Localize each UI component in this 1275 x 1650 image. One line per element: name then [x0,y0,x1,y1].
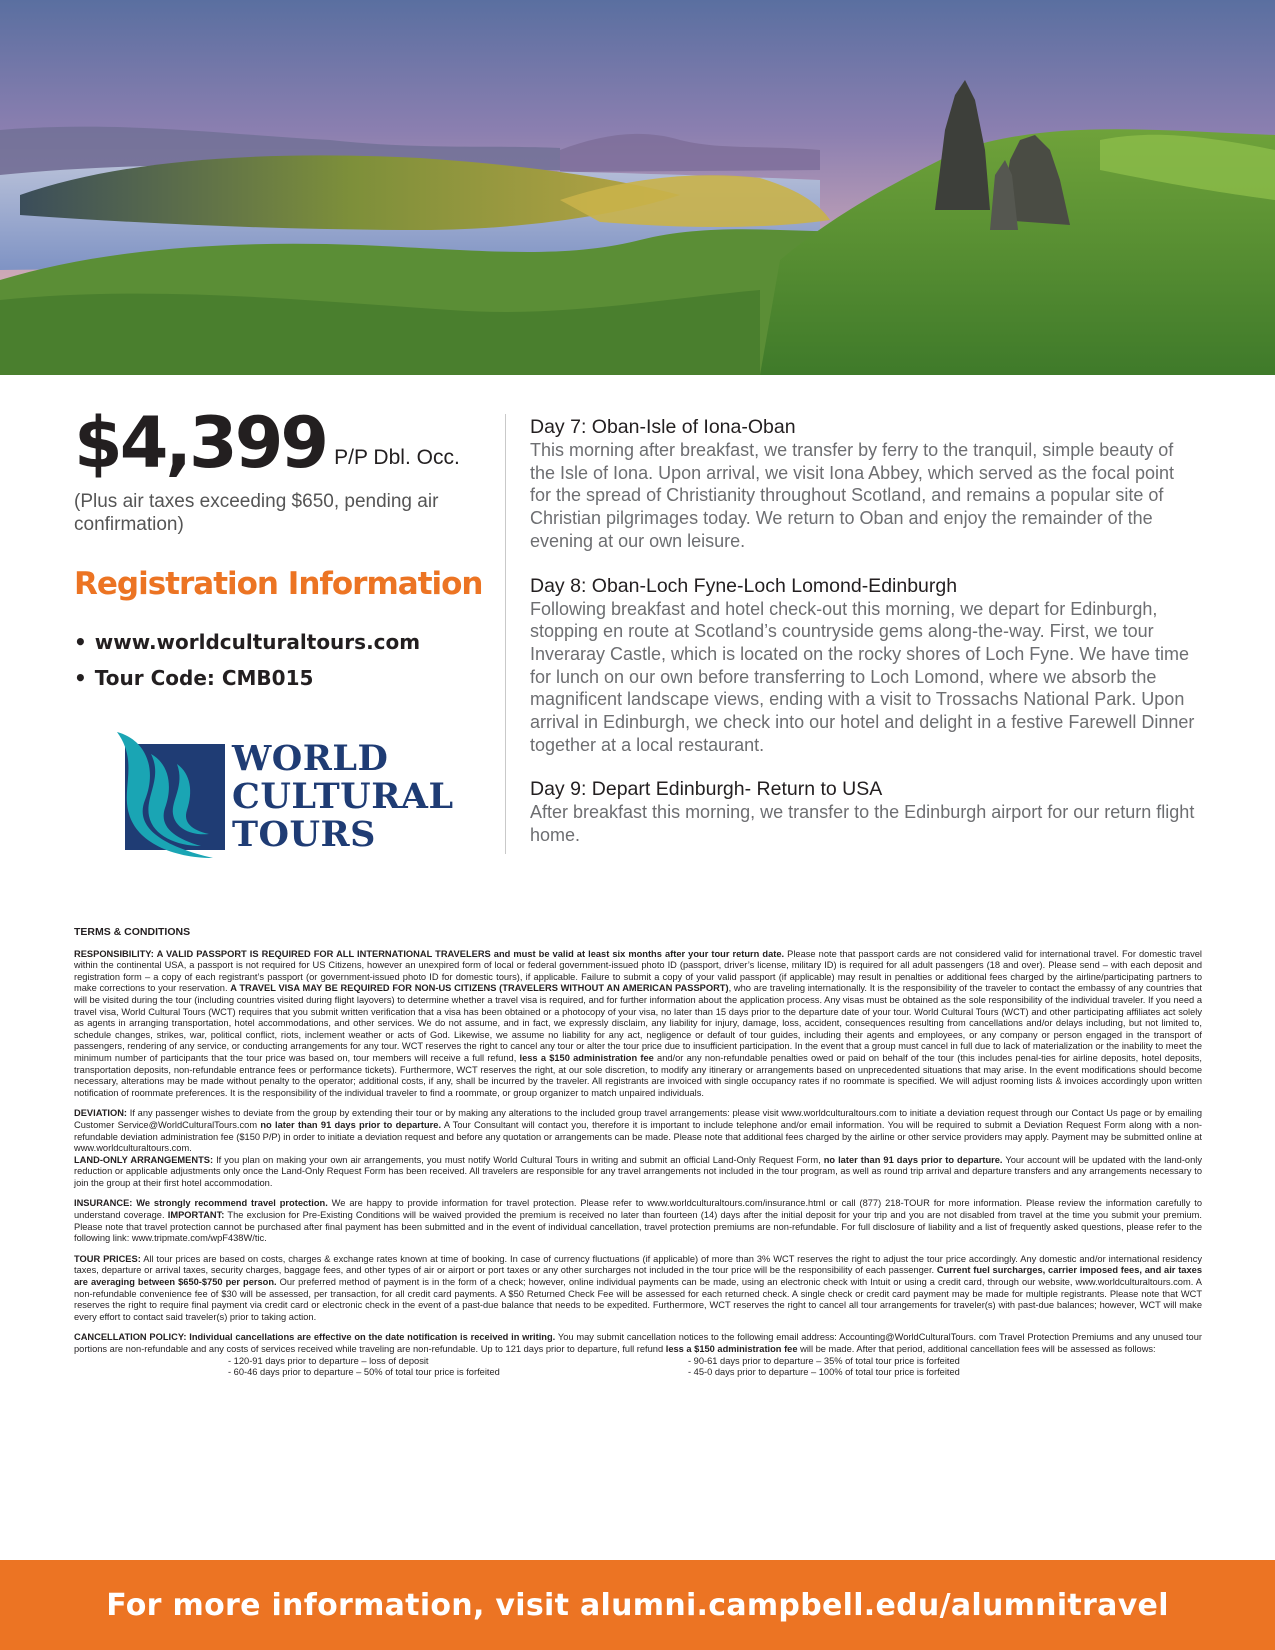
registration-tour-code-text: Tour Code: CMB015 [94,666,314,690]
terms-bold: IMPORTANT: [167,1210,225,1221]
footer-banner [0,1560,1275,1650]
terms-text: and/or any non-refundable penalties owed or paid on behalf of the tour (this includes penal-ties for airline deposits, hotel deposits, transportation deposits, non-refundable entrance fees or performance tickets). Furthermore, WCT reserves the right, at our sole discretion, to modify any itinerary or arrangements based on unprecedented situations that may arise. In the event modifications should become necessary, alterations may be made without penalty to the operator; additional costs, if any, shall be incurred by the traveler. All registrants are invoiced with single occupancy rates if no roommate is specified. We will adjust rooming lists & invoices accordingly upon written notification of roommate preferences. It is the responsibility of the individual traveler to find a roommate, or group organizer to match unpaired individuals. [74,1052,1202,1098]
cancellation-fee-schedule [228,1356,1202,1379]
fee-item: - 60-46 days prior to departure – 50% of total tour price is forfeited [228,1367,500,1378]
terms-text: A Tour Consultant will contact you, therefore it is important to include telephone and/or email information. You will be required to submit a Deviation Request Form along with a non-refundable deviation administration fee ($150 P/P) in order to initiate a deviation request and before any quotation or arrangements can be made. Please note that additional fees charged by the airline or other service providers may apply. Payment may be submitted online at www.worldculturaltours.com. [74,1119,1203,1154]
terms-bold: less a $150 administration fee [519,1052,654,1063]
day-description: After breakfast this morning, we transfer to the Edinburgh airport for our return flight home. [530,802,1195,846]
terms-text: will be made. After that period, additional cancellation fees will be assessed as follows: [797,1344,1156,1354]
price-block [74,402,494,536]
terms-label: LAND-ONLY ARRANGEMENTS: [74,1154,214,1165]
terms-bold: A TRAVEL VISA MAY BE REQUIRED FOR NON-US CITIZENS (TRAVELERS WITHOUT AN AMERICAN PASSPORT) [230,983,729,994]
terms-label: TOUR PRICES: [74,1253,141,1264]
terms-text: Please note that passport cards are not considered valid for international travel. For domestic travel within the continental USA, a passport is not required for US Citizens, however an unexpired form of local or federal government-issued photo ID (passport, driver’s license, military ID) is required for all adult passengers (18 and over). Please send – with each deposit and registration form – a copy of each registrant’s passport (or government-issued photo ID for domestic tours), if applicable. Failure to submit a copy of your valid passport (if applicable) may result in penalties or additional fees charged by the airline/participating partners to make corrections to your reservation. [74,948,1202,994]
terms-label: INSURANCE: We strongly recommend travel protection. [74,1198,328,1209]
terms-insurance [74,1198,1202,1244]
itinerary [530,416,1200,869]
logo-wordmark [232,740,454,854]
fee-item: - 45-0 days prior to departure – 100% of total tour price is forfeited [688,1367,960,1378]
itinerary-day [530,575,1200,757]
terms-text: The exclusion for Pre-Existing Conditions will be waived provided the premium is received no later than fourteen (14) days after the initial deposit for your trip and you are not disabled from travel at the time you submit your premium. Please note that travel protection cannot be purchased after final payment has been submitted and in the event of individual cancellation, travel protection premiums are non-refundable. For full disclosure of liability and a list of frequently asked questions, please refer to the following link: www.tripmate.com/wpF438W/tic. [74,1210,1203,1244]
terms-responsibility [74,949,1202,1100]
bullet-icon: • [74,666,87,690]
registration-website-text: www.worldculturaltours.com [94,630,421,654]
hero-image [0,0,1275,375]
terms-text: Our preferred method of payment is in the form of a check; however, online individual payments can be made, using an electronic check with Intuit or using a credit card, through our website, www.worldculturaltours.com. A non-refundable convenience fee of $30 will be assessed, per transaction, for all credit card payments. A $50 Returned Check Fee will be assessed for each returned check. A single check or credit card payment may be made for multiple registrants. Please note that WCT reserves the right to require final payment via credit card or electronic check in the event of a past-due balance that needs to be expedited. Furthermore, WCT reserves the right to cancel all tour arrangements for traveler(s) with past-due balances; however, WCT will make every effort to contact said traveler(s) prior to taking action. [74,1277,1202,1322]
terms-text: Your account will be updated with the land-only reduction or applicable adjustments only once the Land-Only Request Form has been received. All travelers are responsible for any travel arrangements not included in the tour program, as well as round trip arrival and departure transfers and any arrangements necessary to join the group at their first hotel accommodation. [74,1154,1202,1188]
registration-website[interactable] [74,624,420,660]
terms-bold: no later than 91 days prior to departure. [260,1119,442,1130]
itinerary-day [530,416,1200,553]
terms-bold: less a $150 administration fee [665,1344,798,1354]
terms-text: If you plan on making your own air arrangements, you must notify World Cultural Tours in writing and submit an official Land-Only Request Form, [213,1154,824,1165]
terms-tour-prices [74,1254,1202,1324]
landscape-illustration [0,0,1275,375]
terms-text: , who are traveling internationally. It is the responsibility of the traveler to contact the embassy of any countries that will be visited during the tour (including countries visited during flight layovers) to determine whether a travel visa is required, and for further information about the application process. Any visas must be obtained as the sole responsibility of the individual traveler. If you need a travel visa, World Cultural Tours (WCT) requires that you submit written verification that a visa has been obtained or a photocopy of your visa, no later than 15 days prior to the departure date of your tour. World Cultural Tours (WCT) and other participating affiliates act solely as agents in arranging transportation, hotel accommodations, and other services. We do not assume, and in fact, we expressly disclaim, any liability for injury, damage, loss, accident, consequences resulting from cancellations and/or delays including, but not limited to, schedule changes, strikes, war, political conflict, riots, inclement weather or acts of God. Likewise, we assume no liability for any act, negligence or default of tour guides, including their agents and employees, or any company or person engaged in the transport of passengers, rendering of any service, or conducting arrangements for any tour. WCT reserves the right to cancel any tour or alter the tour price due to insufficient participation. In the event that a group must cancel in full due to lack of materialization or the inability to meet the minimum number of participants that the tour price was based on, tour members will receive a full refund, [74,983,1202,1063]
day-description: This morning after breakfast, we transfer by ferry to the tranquil, simple beauty of the Isle of Iona. Upon arrival, we visit Iona Abbey, which served as the focal point for the spread of Christianity throughout Scotland, and remains a popular site of Christian pilgrimages today. We return to Oban and enjoy the remainder of the evening at our own leisure. [530,440,1175,551]
itinerary-day [530,778,1200,846]
fee-item: - 120-91 days prior to departure – loss of deposit [228,1355,429,1366]
day-description: Following breakfast and hotel check-out this morning, we depart for Edinburgh, stopping en route at Scotland’s countryside gems along-the-way. First, we tour Inveraray Castle, which is located on the rocky shores of Loch Fyne. We have time for lunch on our own before transferring to Loch Lomond, where we absorb the magnificent landscape views, ending with a visit to Trossachs National Park. Upon arrival in Edinburgh, we check into our hotel and delight in a festive Farewell Dinner together at a local restaurant. [530,598,1195,755]
day-title: Day 8: Oban-Loch Fyne-Loch Lomond-Edinburgh [530,574,958,597]
logo-line-world: WORLD [232,738,389,779]
price-amount: $4,399 [74,402,327,484]
terms-text: You may submit cancellation notices to the following email address: Accounting@WorldCulturalTours. com Travel Protection Premiums and any unused tour portions are non-refundable and any costs of services received while traveling are non-refundable. Up to 121 days prior to departure, full refund [74,1332,1202,1354]
terms-text: If any passenger wishes to deviate from the group by extending their tour or by making any alterations to the included group travel arrangements: please visit www.worldculturaltours.com to initiate a deviation request through our Contact Us page or by emailing Customer Service@WorldCulturalTours.com [74,1108,1202,1130]
logo-line-cultural: CULTURAL [232,776,454,817]
registration-list [74,624,420,696]
terms-and-conditions [74,927,1202,1379]
day-title: Day 7: Oban-Isle of Iona-Oban [530,416,796,438]
terms-deviation [74,1108,1202,1189]
price-note: (Plus air taxes exceeding $650, pending air confirmation) [74,491,439,535]
price-occupancy: P/P Dbl. Occ. [334,446,460,469]
price-row [74,402,494,484]
registration-tour-code [74,660,420,696]
terms-bold: Current fuel surcharges, carrier imposed fees, and air taxes are averaging between $650-$750 per person. [74,1265,1202,1288]
day-title: Day 9: Depart Edinburgh- Return to USA [530,778,883,801]
terms-text: All tour prices are based on costs, charges & exchange rates known at time of booking. In case of currency fluctuations (if applicable) of more than 3% WCT reserves the right to adjust the tour price accordingly. Any domestic and/or international residency taxes, departure or arrival taxes, security charges, baggage fees, and other types of air or airport or port taxes or any other surcharges not included in the tour price will be the responsibility of each passenger. [74,1253,1202,1276]
fee-item: - 90-61 days prior to departure – 35% of total tour price is forfeited [688,1355,960,1366]
terms-label: CANCELLATION POLICY: Individual cancellations are effective on the date notification is received in writing. [74,1332,556,1343]
terms-label: RESPONSIBILITY: A VALID PASSPORT IS REQUIRED FOR ALL INTERNATIONAL TRAVELERS and must be valid at least six months after your tour return date. [74,948,785,959]
column-divider [505,414,506,854]
terms-heading: TERMS & CONDITIONS [74,926,191,938]
registration-title: Registration Information [74,566,483,602]
logo-line-tours: TOURS [232,814,376,855]
footer-link[interactable]: For more information, visit alumni.campbell.edu/alumnitravel [106,1587,1169,1623]
terms-label: DEVIATION: [74,1108,128,1119]
world-cultural-tours-logo [117,730,457,860]
terms-text: We are happy to provide information for travel protection. Please refer to www.worldculturaltours.com/insurance.html or call (877) 218-TOUR for more information. Please review the information carefully to understand coverage. [74,1198,1202,1221]
logo-mark-icon [117,730,229,860]
bullet-icon: • [74,630,87,654]
terms-bold: no later than 91 days prior to departure. [823,1154,1003,1165]
terms-cancellation [74,1332,1202,1355]
